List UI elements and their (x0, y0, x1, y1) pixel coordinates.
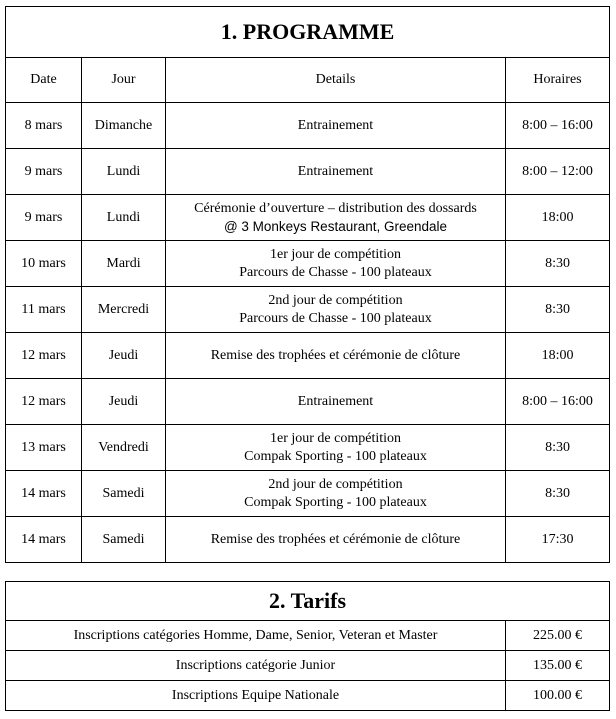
tarifs-title: 2. Tarifs (6, 582, 610, 621)
row-jour: Mardi (82, 241, 166, 287)
header-date: Date (6, 58, 82, 103)
row-details (166, 195, 506, 241)
row-jour: Samedi (82, 471, 166, 517)
table-row (6, 103, 610, 149)
table-row (6, 379, 610, 425)
details-line: Entrainement (297, 117, 374, 133)
row-horaires: 17:30 (506, 517, 610, 563)
details-line: Entrainement (297, 393, 374, 409)
row-details (166, 241, 506, 287)
table-row (6, 425, 610, 471)
row-horaires: 8:30 (506, 425, 610, 471)
row-horaires: 8:00 – 16:00 (506, 103, 610, 149)
row-jour: Vendredi (82, 425, 166, 471)
row-jour: Mercredi (82, 287, 166, 333)
table-row (6, 241, 610, 287)
header-details: Details (166, 58, 506, 103)
tarifs-table (5, 581, 610, 711)
details-line: Parcours de Chasse - 100 plateaux (239, 264, 432, 280)
details-line: Parcours de Chasse - 100 plateaux (239, 310, 432, 326)
row-jour: Jeudi (82, 333, 166, 379)
row-date: 10 mars (6, 241, 82, 287)
row-date: 14 mars (6, 517, 82, 563)
tarif-row (6, 651, 610, 681)
details-line: 2nd jour de compétition (268, 476, 403, 492)
row-date: 14 mars (6, 471, 82, 517)
row-horaires: 8:00 – 16:00 (506, 379, 610, 425)
row-details (166, 471, 506, 517)
details-line: 1er jour de compétition (269, 430, 402, 446)
details-line: @ 3 Monkeys Restaurant, Greendale (223, 218, 448, 234)
row-details (166, 287, 506, 333)
row-horaires: 18:00 (506, 195, 610, 241)
details-line: Compak Sporting - 100 plateaux (244, 494, 427, 510)
row-date: 11 mars (6, 287, 82, 333)
programme-header-row (6, 58, 610, 103)
tarif-price: 100.00 € (506, 681, 610, 711)
row-horaires: 8:30 (506, 287, 610, 333)
row-date: 12 mars (6, 379, 82, 425)
row-date: 12 mars (6, 333, 82, 379)
tarif-price: 135.00 € (506, 651, 610, 681)
header-horaires: Horaires (506, 58, 610, 103)
tarif-label: Inscriptions catégories Homme, Dame, Senior, Veteran et Master (6, 621, 506, 651)
programme-table (5, 6, 610, 563)
details-line: 1er jour de compétition (269, 246, 402, 262)
row-jour: Lundi (82, 195, 166, 241)
row-horaires: 18:00 (506, 333, 610, 379)
row-date: 9 mars (6, 149, 82, 195)
row-jour: Samedi (82, 517, 166, 563)
row-horaires: 8:30 (506, 471, 610, 517)
table-row (6, 333, 610, 379)
tarif-row (6, 681, 610, 711)
tarif-label: Inscriptions catégorie Junior (6, 651, 506, 681)
row-jour: Dimanche (82, 103, 166, 149)
row-horaires: 8:30 (506, 241, 610, 287)
details-line: Remise des trophées et cérémonie de clôture (210, 347, 461, 363)
table-row (6, 149, 610, 195)
tarif-row (6, 621, 610, 651)
row-details (166, 103, 506, 149)
row-details (166, 379, 506, 425)
header-jour: Jour (82, 58, 166, 103)
details-line: Entrainement (297, 163, 374, 179)
row-details (166, 517, 506, 563)
table-row (6, 287, 610, 333)
row-jour: Jeudi (82, 379, 166, 425)
tarif-label: Inscriptions Equipe Nationale (6, 681, 506, 711)
row-details (166, 333, 506, 379)
row-details (166, 149, 506, 195)
row-date: 13 mars (6, 425, 82, 471)
table-row (6, 517, 610, 563)
row-details (166, 425, 506, 471)
details-line: Cérémonie d’ouverture – distribution des dossards (194, 200, 477, 216)
row-date: 8 mars (6, 103, 82, 149)
tarif-price: 225.00 € (506, 621, 610, 651)
details-line: 2nd jour de compétition (268, 292, 403, 308)
row-jour: Lundi (82, 149, 166, 195)
table-row (6, 471, 610, 517)
table-row (6, 195, 610, 241)
row-horaires: 8:00 – 12:00 (506, 149, 610, 195)
row-date: 9 mars (6, 195, 82, 241)
details-line: Remise des trophées et cérémonie de clôture (210, 531, 461, 547)
details-line: Compak Sporting - 100 plateaux (244, 448, 427, 464)
programme-title: 1. PROGRAMME (6, 7, 610, 58)
